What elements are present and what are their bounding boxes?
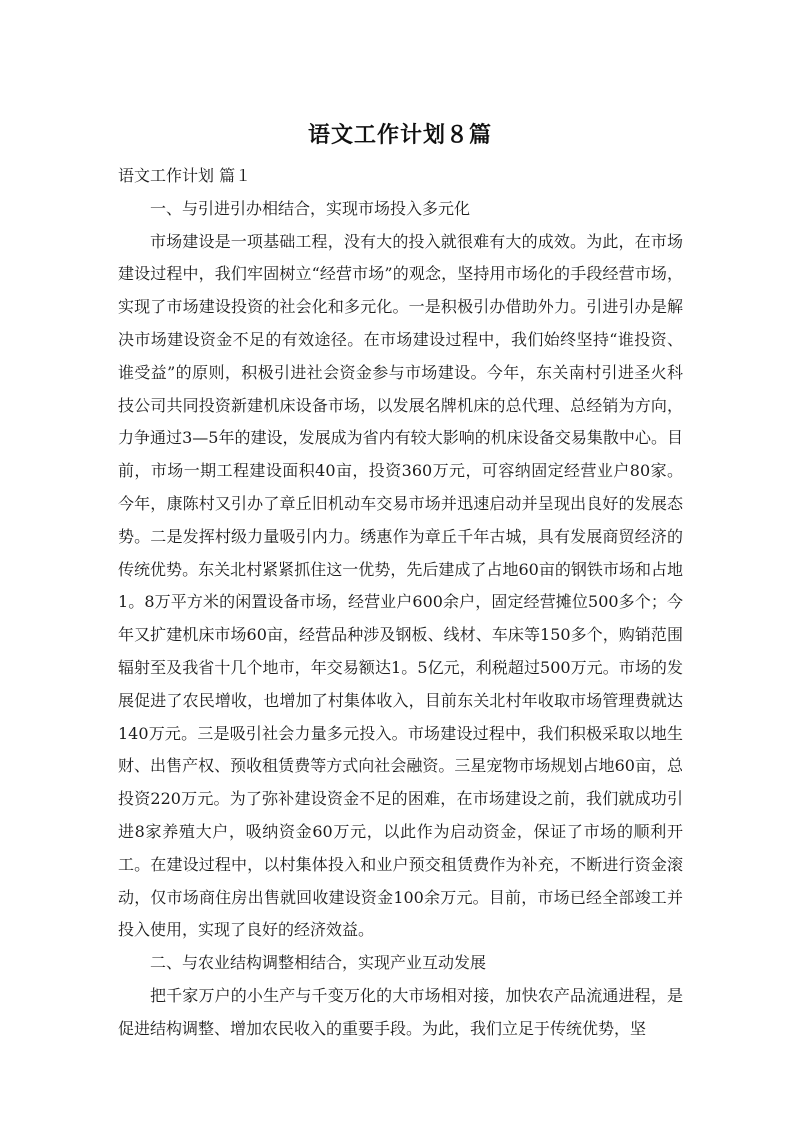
section-heading-1: 一、与引进引办相结合，实现市场投入多元化 bbox=[150, 198, 471, 218]
body-paragraph-1: 市场建设是一项基础工程，没有大的投入就很难有大的成效。为此，在市场建设过程中，我们牢固树立“经营市场”的观念，坚持用市场化的手段经营市场，实现了市场建设投资的社会化和多元化。一是积极引办借助外力。引进引办是解决市场建设资金不足的有效途径。在市场建设过程中，我们始终坚持“谁投资、谁受益”的原则，积极引进社会资金参与市场建设。今年，东关南村引进圣火科技公司共同投资新建机床设备市场，以发展名牌机床的总代理、总经销为方向，力争通过3—5年的建设，发展成为省内有较大影响的机床设备交易集散中心。目前，市场一期工程建设面积40亩，投资360万元，可容纳固定经营业户80家。今年，康陈村又引办了章丘旧机动车交易市场并迅速启动并呈现出良好的发展态势。二是发挥村级力量吸引内力。绣惠作为章丘千年古城，具有发展商贸经济的传统优势。东关北村紧紧抓住这一优势，先后建成了占地60亩的钢铁市场和占地1。8万平方米的闲置设备市场，经营业户600余户，固定经营摊位500多个；今年又扩建机床市场60亩，经营品种涉及钢板、线材、车床等150多个，购销范围辐射至及我省十几个地市，年交易额达1。5亿元，利税超过500万元。市场的发展促进了农民增收，也增加了村集体收入，目前东关北村年收取市场管理费就达140万元。三是吸引社会力量多元投入。市场建设过程中，我们积极采取以地生财、出售产权、预收租赁费等方式向社会融资。三星宠物市场规划占地60亩，总投资220万元。为了弥补建设资金不足的困难，在市场建设之前，我们就成功引进8家养殖大户，吸纳资金60万元，以此作为启动资金，保证了市场的顺利开工。在建设过程中，以村集体投入和业户预交租赁费作为补充，不断进行资金滚动，仅市场商住房出售就回收建设资金100余万元。目前，市场已经全部竣工并投入使用，实现了良好的经济效益。 bbox=[118, 231, 683, 940]
section-label: 语文工作计划 篇１ bbox=[118, 166, 252, 185]
section-heading-2: 二、与农业结构调整相结合，实现产业互动发展 bbox=[150, 953, 487, 973]
document-body bbox=[118, 160, 683, 1046]
body-paragraph-2: 把千家万户的小生产与千变万化的大市场相对接，加快农产品流通进程，是促进结构调整、增加农民收入的重要手段。为此，我们立足于传统优势，坚 bbox=[118, 985, 683, 1038]
document-title: 语文工作计划８篇 bbox=[307, 123, 492, 148]
